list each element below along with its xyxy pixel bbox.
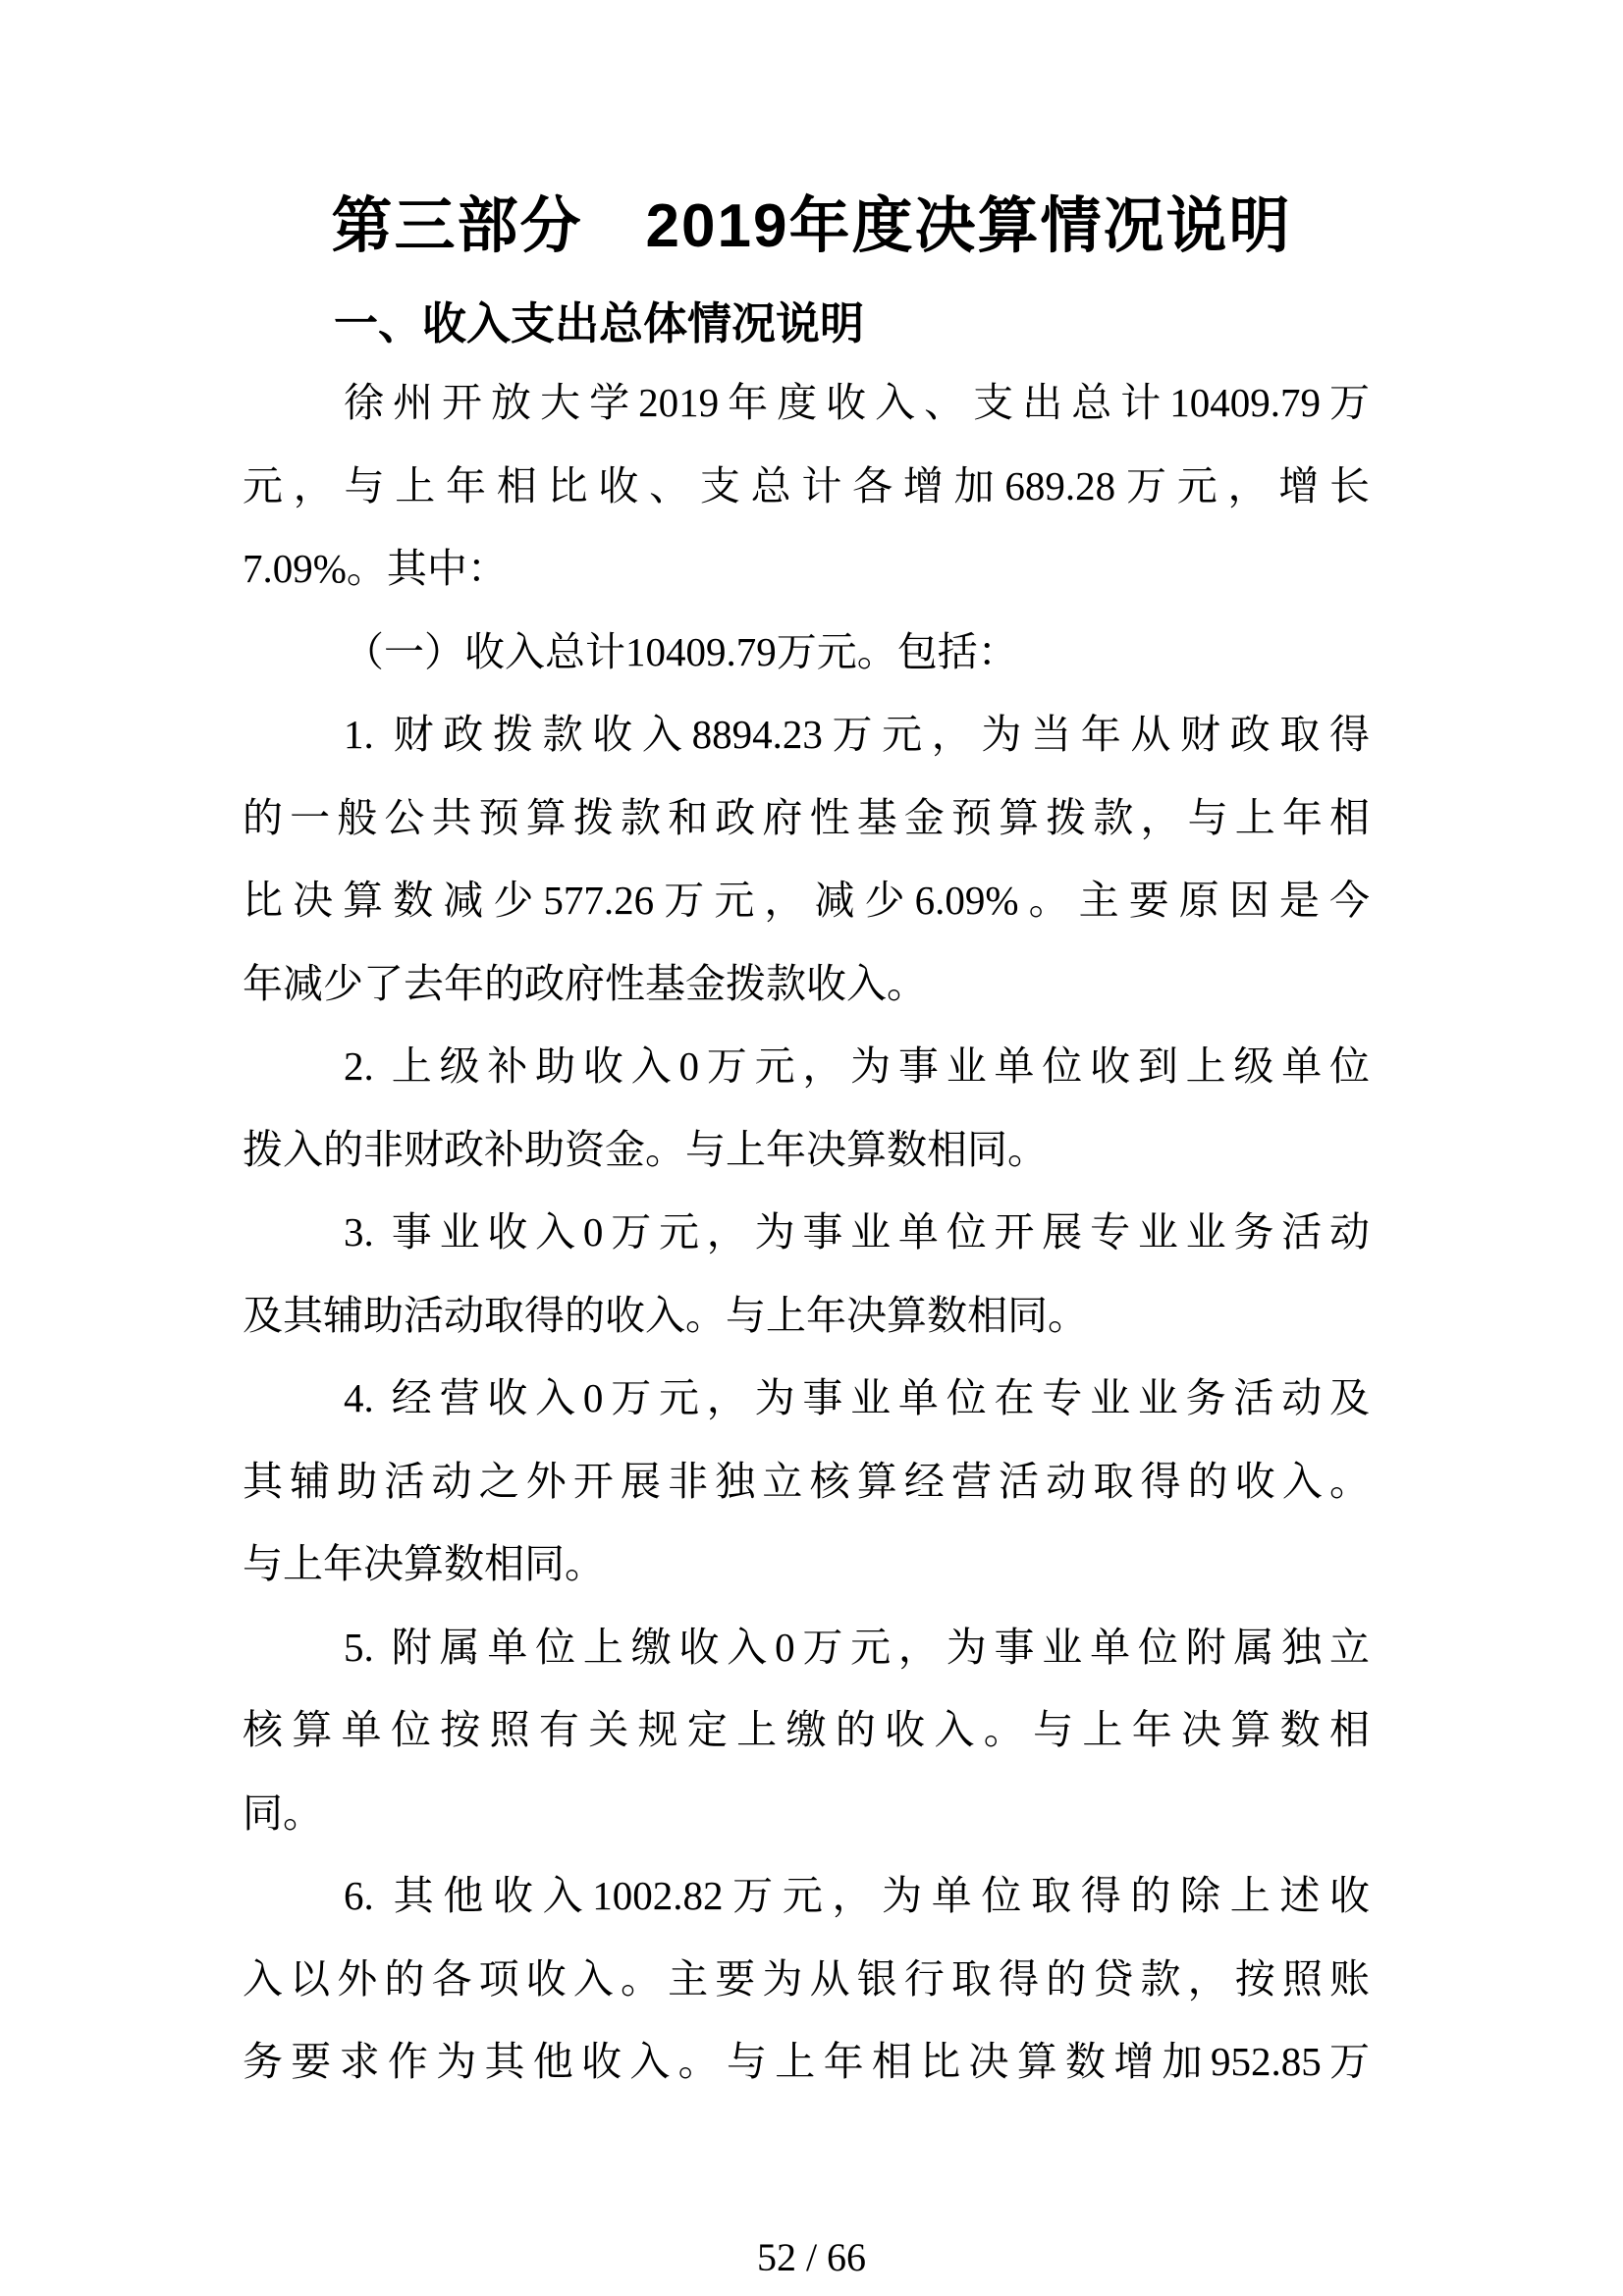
paragraph-line: （一）收入总计10409.79万元。包括：	[344, 628, 1018, 674]
paragraph-line: 4. 经营收入0万元，为事业单位在专业业务活动及	[344, 1375, 1370, 1420]
paragraph-line: 7.09%。其中：	[243, 546, 508, 591]
section-heading: 一、收入支出总体情况说明	[334, 298, 865, 348]
paragraph-line: 及其辅助活动取得的收入。与上年决算数相同。	[243, 1292, 1088, 1338]
paragraph-line: 同。	[243, 1789, 323, 1836]
paragraph-line: 2. 上级补助收入0万元，为事业单位收到上级单位	[344, 1043, 1370, 1089]
paragraph-line: 3. 事业收入0万元，为事业单位开展专业业务活动	[344, 1209, 1370, 1255]
paragraph-line: 1. 财政拨款收入8894.23万元，为当年从财政取得	[344, 712, 1370, 757]
paragraph-line: 的一般公共预算拨款和政府性基金预算拨款，与上年相	[243, 794, 1370, 840]
paragraph-line: 其辅助活动之外开展非独立核算经营活动取得的收入。	[243, 1458, 1370, 1504]
paragraph-line: 元，与上年相比收、支总计各增加689.28万元，增长	[243, 462, 1370, 508]
paragraph-line: 核算单位按照有关规定上缴的收入。与上年决算数相	[243, 1707, 1370, 1752]
paragraph-line: 6. 其他收入1002.82万元，为单位取得的除上述收	[344, 1873, 1370, 1918]
paragraph-line: 徐州开放大学2019年度收入、支出总计10409.79万	[344, 380, 1370, 425]
page-number: 52 / 66	[756, 2235, 867, 2279]
paragraph-line: 5. 附属单位上缴收入0万元，为事业单位附属独立	[344, 1624, 1370, 1670]
paragraph-line: 务要求作为其他收入。与上年相比决算数增加952.85万	[243, 2039, 1370, 2084]
paragraph-line: 与上年决算数相同。	[243, 1541, 605, 1586]
paragraph-line: 年减少了去年的政府性基金拨款收入。	[243, 960, 927, 1006]
paragraph-line: 比决算数减少577.26万元，减少6.09%。主要原因是今	[243, 878, 1370, 923]
paragraph-line: 拨入的非财政补助资金。与上年决算数相同。	[243, 1126, 1048, 1172]
page-title: 第三部分 2019年度决算情况说明	[331, 192, 1292, 260]
body-text	[243, 361, 1370, 2104]
paragraph-line: 入以外的各项收入。主要为从银行取得的贷款，按照账	[243, 1955, 1370, 2002]
